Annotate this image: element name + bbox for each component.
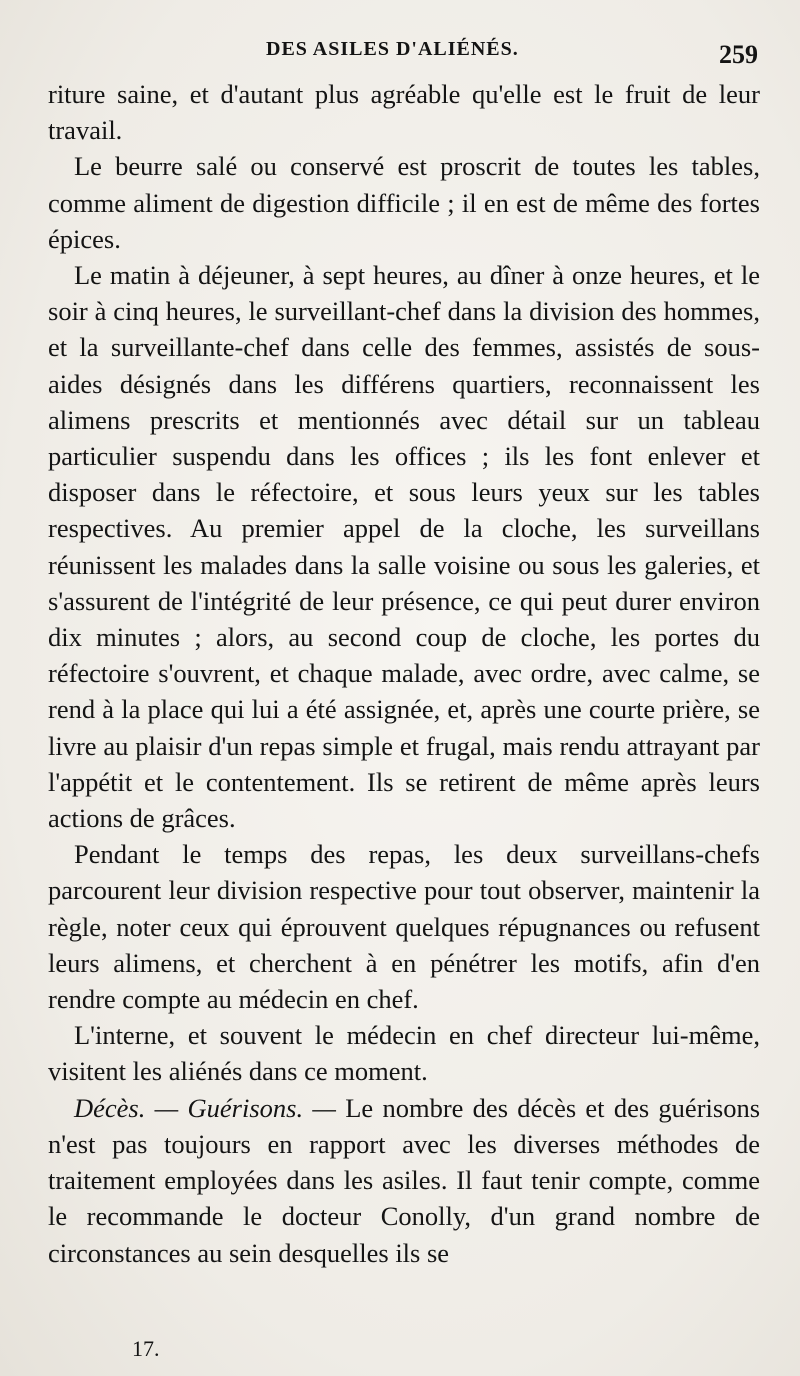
signature-mark: 17. [132,1336,160,1361]
paragraph: Pendant le temps des repas, les deux surveillans-chefs parcourent leur division respective pour tout observer, maintenir la règle, noter ceux qui éprouvent quelques répugnances ou refusent leurs alimens, et cherchent à en pénétrer les motifs, afin d'en rendre compte au médecin en chef. [48,839,760,1015]
section-text: Le nombre des décès et des guérisons n'est pas toujours en rapport avec les diverses méthodes de traitement employées dans les asiles. Il faut tenir compte, comme le recommande le docteur Conolly, d'un grand nombre de circonstances au sein desquelles ils se [48,1092,761,1268]
page-header [0,38,800,78]
paragraph: riture saine, et d'autant plus agréable qu'elle est le fruit de leur travail. [48,79,760,146]
body-text [48,76,760,1271]
section-heading: Décès. — Guérisons. — [74,1092,336,1123]
running-title: DES ASILES D'ALIÉNÉS. [266,38,519,60]
paragraph: Le matin à déjeuner, à sept heures, au dîner à onze heures, et le soir à cinq heures, le surveillant-chef dans la division des hommes, et la surveillante-chef dans celle des femmes, assistés de sous-aides désignés dans les différens quartiers, reconnaissent les alimens prescrits et mentionnés avec détail sur un tableau particulier suspendu dans les offices ; ils les font enlever et disposer dans le réfectoire, et sous leurs yeux sur les tables respectives. Au premier appel de la cloche, les surveillans réunissent les malades dans la salle voisine ou sous les galeries, et s'assurent de l'intégrité de leur présence, ce qui peut durer environ dix minutes ; alors, au second coup de cloche, les portes du réfectoire s'ouvrent, et chaque malade, avec ordre, avec calme, se rend à la place qui lui a été assignée, et, après une courte prière, se livre au plaisir d'un repas simple et frugal, mais rendu attrayant par l'appétit et le contentement. Ils se retirent de même après leurs actions de grâces. [48,260,760,834]
section-paragraph [48,1090,760,1271]
paragraph: Le beurre salé ou conservé est proscrit de toutes les tables, comme aliment de digestion difficile ; il en est de même des fortes épices. [48,151,760,254]
paragraph: L'interne, et souvent le médecin en chef directeur lui-même, visitent les aliénés dans ce moment. [48,1020,760,1087]
page-number: 259 [719,40,758,69]
